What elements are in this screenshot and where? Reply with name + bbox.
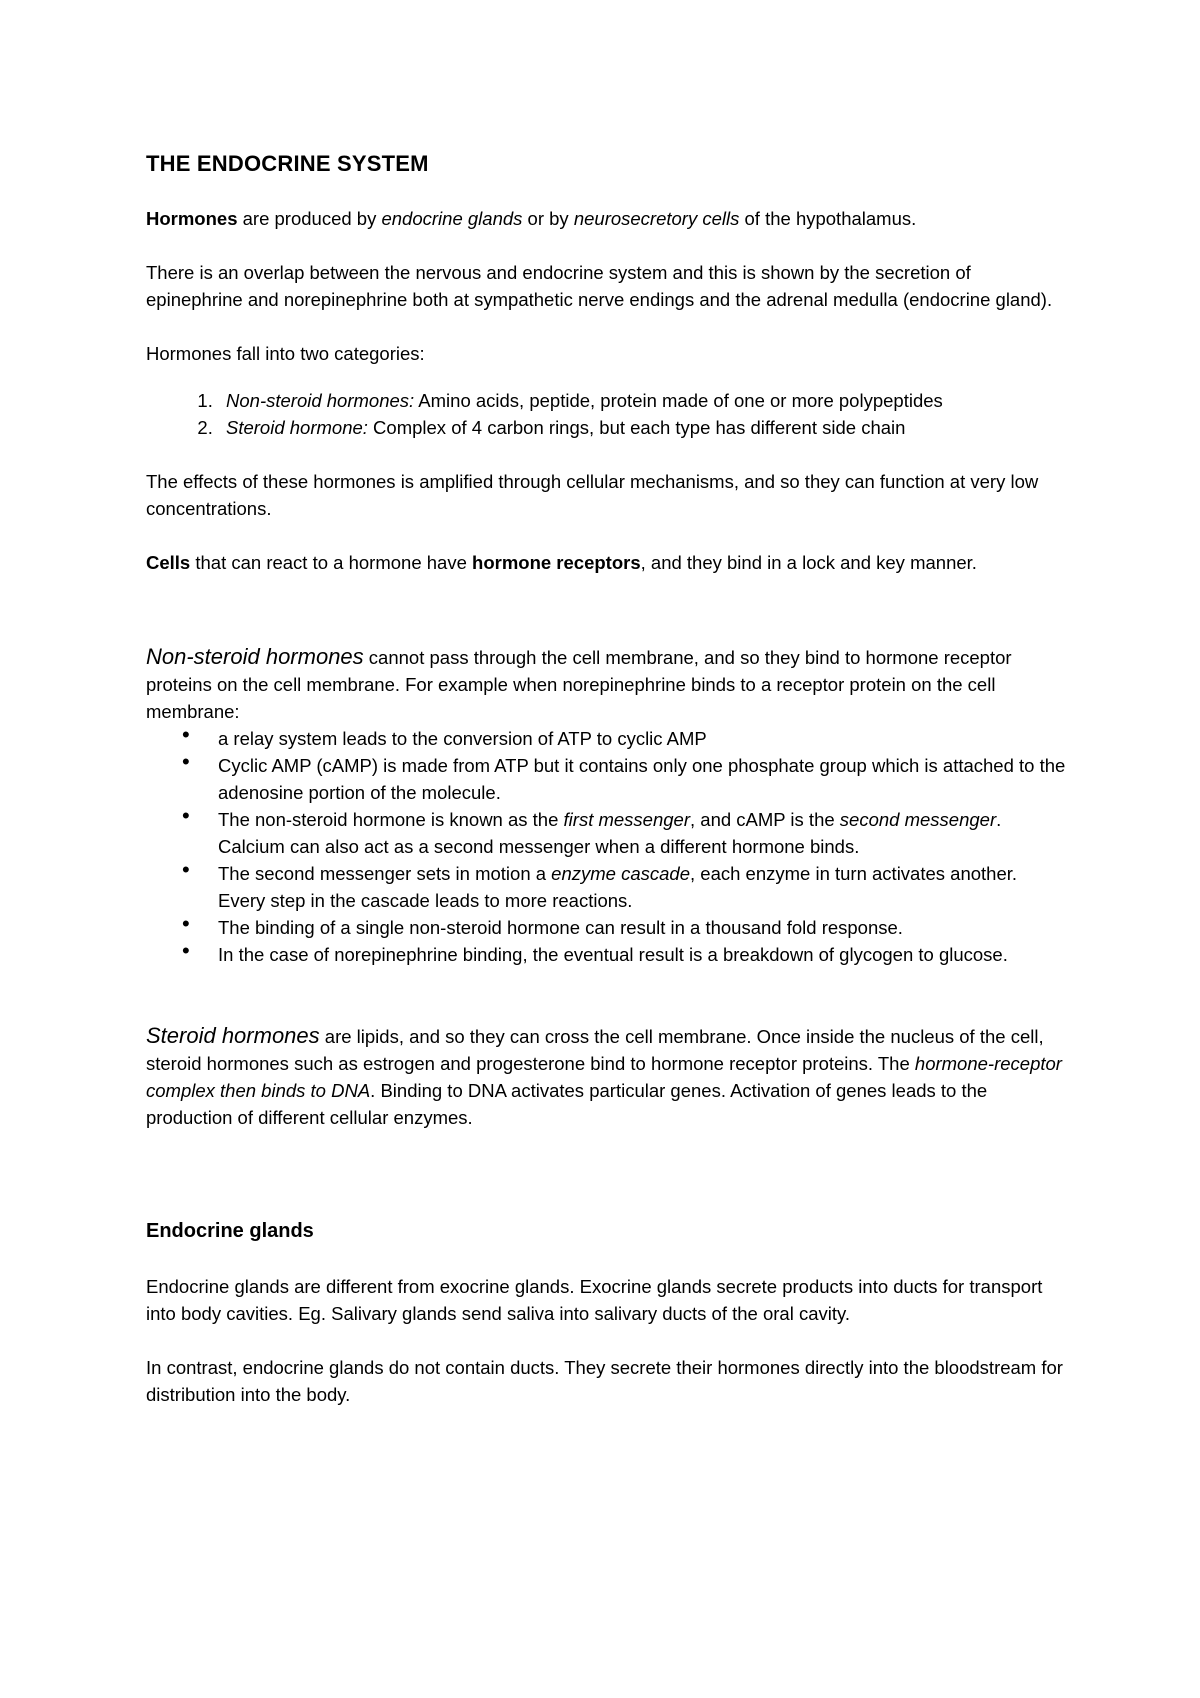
paragraph-steroid: Steroid hormones are lipids, and so they can cross the cell membrane. Once inside the nucleus of the cell, steroid hormones such as estrogen and progesterone bind to hormone receptor proteins. The hormone-receptor complex then binds to DNA. Binding to DNA activates particular genes. Activation of genes leads to the production of different cellular enzymes. — [146, 1023, 1062, 1128]
term-endocrine-glands: endocrine glands — [381, 208, 523, 229]
paragraph-exocrine: Endocrine glands are different from exocrine glands. Exocrine glands secrete products into ducts for transport into body cavities. Eg. Salivary glands send saliva into salivary ducts of the oral cavity. — [146, 1276, 1043, 1324]
list-item: • In the case of norepinephrine binding, the eventual result is a breakdown of glycogen to glucose. — [218, 941, 1066, 968]
list-item: • The second messenger sets in motion a enzyme cascade, each enzyme in turn activates another. Every step in the cascade leads to more reactions. — [218, 860, 1066, 914]
categories-list — [146, 387, 1066, 441]
paragraph-hormones-intro: Hormones are produced by endocrine glands or by neurosecretory cells of the hypothalamus. — [146, 208, 917, 229]
term-hormone-receptor-complex: hormone-receptor complex then binds to DNA — [146, 1053, 1062, 1101]
non-steroid-bullets — [146, 725, 1066, 968]
list-item: 2. Steroid hormone: Complex of 4 carbon rings, but each type has different side chain — [218, 414, 1066, 441]
term-hormones: Hormones — [146, 208, 238, 229]
heading-non-steroid-hormones: Non-steroid hormones — [146, 644, 364, 669]
paragraph-overlap: There is an overlap between the nervous and endocrine system and this is shown by the secretion of epinephrine and norepinephrine both at sympathetic nerve endings and the adrenal medulla (endocrine gland). — [146, 262, 1053, 310]
paragraph-amplification: The effects of these hormones is amplified through cellular mechanisms, and so they can function at very low concentrations. — [146, 471, 1039, 519]
paragraph-endocrine-ducts: In contrast, endocrine glands do not contain ducts. They secrete their hormones directly into the bloodstream for distribution into the body. — [146, 1357, 1063, 1405]
heading-endocrine-glands: Endocrine glands — [146, 1220, 314, 1242]
list-item: • Cyclic AMP (cAMP) is made from ATP but it contains only one phosphate group which is attached to the adenosine portion of the molecule. — [218, 752, 1066, 806]
list-item: • a relay system leads to the conversion of ATP to cyclic AMP — [218, 725, 1066, 752]
heading-steroid-hormones: Steroid hormones — [146, 1023, 320, 1048]
list-item: • The binding of a single non-steroid hormone can result in a thousand fold response. — [218, 914, 1066, 941]
list-item: 1. Non-steroid hormones: Amino acids, peptide, protein made of one or more polypeptides — [218, 387, 1066, 414]
section-non-steroid — [146, 643, 1066, 968]
paragraph-non-steroid-intro: Non-steroid hormones cannot pass through the cell membrane, and so they bind to hormone receptor proteins on the cell membrane. For example when norepinephrine binds to a receptor protein on the cell membrane: — [146, 644, 1012, 722]
term-neurosecretory-cells: neurosecretory cells — [573, 208, 740, 229]
document-page — [146, 150, 1066, 1435]
page-title: THE ENDOCRINE SYSTEM — [146, 151, 429, 176]
paragraph-receptors: Cells that can react to a hormone have hormone receptors, and they bind in a lock and key manner. — [146, 552, 977, 573]
term-hormone-receptors: hormone receptors — [472, 552, 641, 573]
paragraph-categories-intro: Hormones fall into two categories: — [146, 343, 425, 364]
term-cells: Cells — [146, 552, 191, 573]
list-item: • The non-steroid hormone is known as the first messenger, and cAMP is the second messenger. Calcium can also act as a second messenger when a different hormone binds. — [218, 806, 1066, 860]
